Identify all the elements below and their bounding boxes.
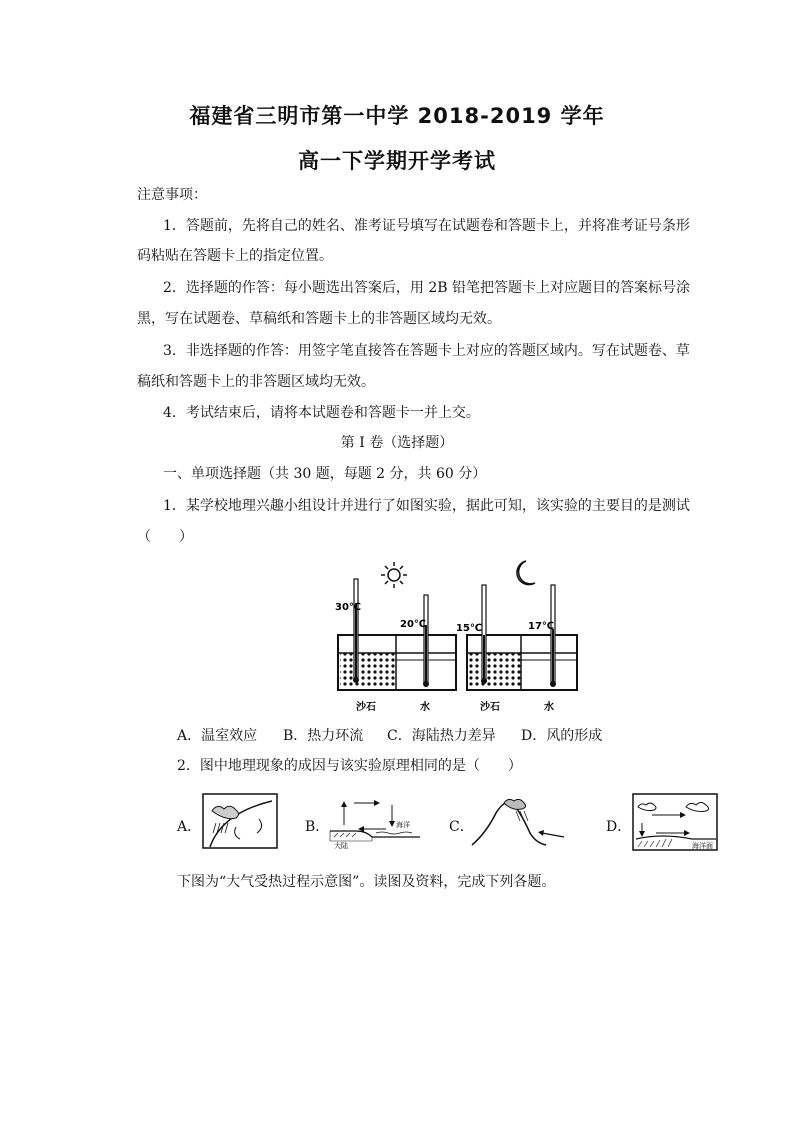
notes-heading: 注意事项：	[137, 187, 207, 203]
option-b-land-label: 大陆	[334, 842, 348, 849]
question-2-option-a-letter[interactable]: A．	[177, 819, 202, 835]
note-item-4: 4．考试结束后，请将本试题卷和答题卡一并上交。	[163, 405, 480, 421]
day-water-label: 水	[420, 702, 430, 713]
option-b-figure	[326, 793, 422, 849]
note-item-1-line2: 码粘贴在答题卡上的指定位置。	[137, 248, 333, 264]
day-sand-temp: 30℃	[335, 602, 362, 613]
note-item-2-line1: 2．选择题的作答：每小题选出答案后，用 2B 铅笔把答题卡上对应题目的答案标号涂	[163, 280, 691, 296]
note-item-3-line1: 3．非选择题的作答：用签字笔直接答在答题卡上对应的答题区域内。写在试题卷、草	[163, 343, 690, 359]
night-water-temp: 17℃	[528, 621, 555, 632]
night-water-label: 水	[544, 702, 554, 713]
note-item-3-line2: 稿纸和答题卡上的非答题区域均无效。	[137, 374, 375, 390]
option-a-figure	[202, 793, 278, 849]
option-d-sea-label: 海洋面	[692, 842, 713, 850]
sun-icon	[381, 562, 407, 588]
option-c-figure	[466, 793, 570, 849]
part-heading: 一、单项选择题（共 30 题，每题 2 分，共 60 分）	[163, 466, 487, 482]
day-water-thermometer	[423, 595, 429, 687]
option-d-figure	[632, 793, 718, 851]
question-1-option-b[interactable]: B．热力环流	[283, 728, 364, 744]
option-b-sea-label: 海洋	[396, 821, 410, 829]
question-1-option-c[interactable]: C．海陆热力差异	[387, 728, 496, 744]
question-2-option-d-letter[interactable]: D．	[606, 819, 632, 835]
question-1-option-d[interactable]: D．风的形成	[521, 728, 603, 744]
question-1-stem: 1．某学校地理兴趣小组设计并进行了如图实验，据此可知，该实验的主要目的是测试	[163, 498, 690, 514]
page-title-line2: 高一下学期开学考试	[298, 149, 496, 173]
question-2-stem: 2．图中地理现象的成因与该实验原理相同的是（ ）	[177, 758, 522, 774]
day-sand-label: 沙石	[356, 702, 376, 713]
night-water-thermometer	[550, 585, 556, 687]
volume-title: 第 I 卷（选择题）	[340, 435, 454, 451]
question-1-blank: （ ）	[137, 529, 193, 545]
question-2-option-c-letter[interactable]: C．	[449, 819, 474, 835]
note-item-2-line2: 黑，写在试题卷、草稿纸和答题卡上的非答题区域均无效。	[137, 311, 501, 327]
experiment-figure	[330, 555, 580, 720]
question-1-option-a[interactable]: A．温室效应	[177, 728, 258, 744]
page-title-line1: 福建省三明市第一中学 2018-2019 学年	[189, 104, 605, 128]
night-sand-label: 沙石	[480, 702, 500, 713]
question-2-option-b-letter[interactable]: B．	[305, 819, 330, 835]
night-sand-thermometer	[481, 585, 487, 684]
moon-icon	[517, 561, 535, 585]
day-sand-thermometer	[353, 579, 359, 683]
question-3-intro: 下图为“大气受热过程示意图”。读图及资料，完成下列各题。	[177, 874, 556, 890]
night-sand-temp: 15℃	[456, 623, 483, 634]
note-item-1-line1: 1．答题前，先将自己的姓名、准考证号填写在试题卷和答题卡上，并将准考证号条形	[163, 218, 690, 234]
day-water-temp: 20℃	[400, 619, 427, 630]
